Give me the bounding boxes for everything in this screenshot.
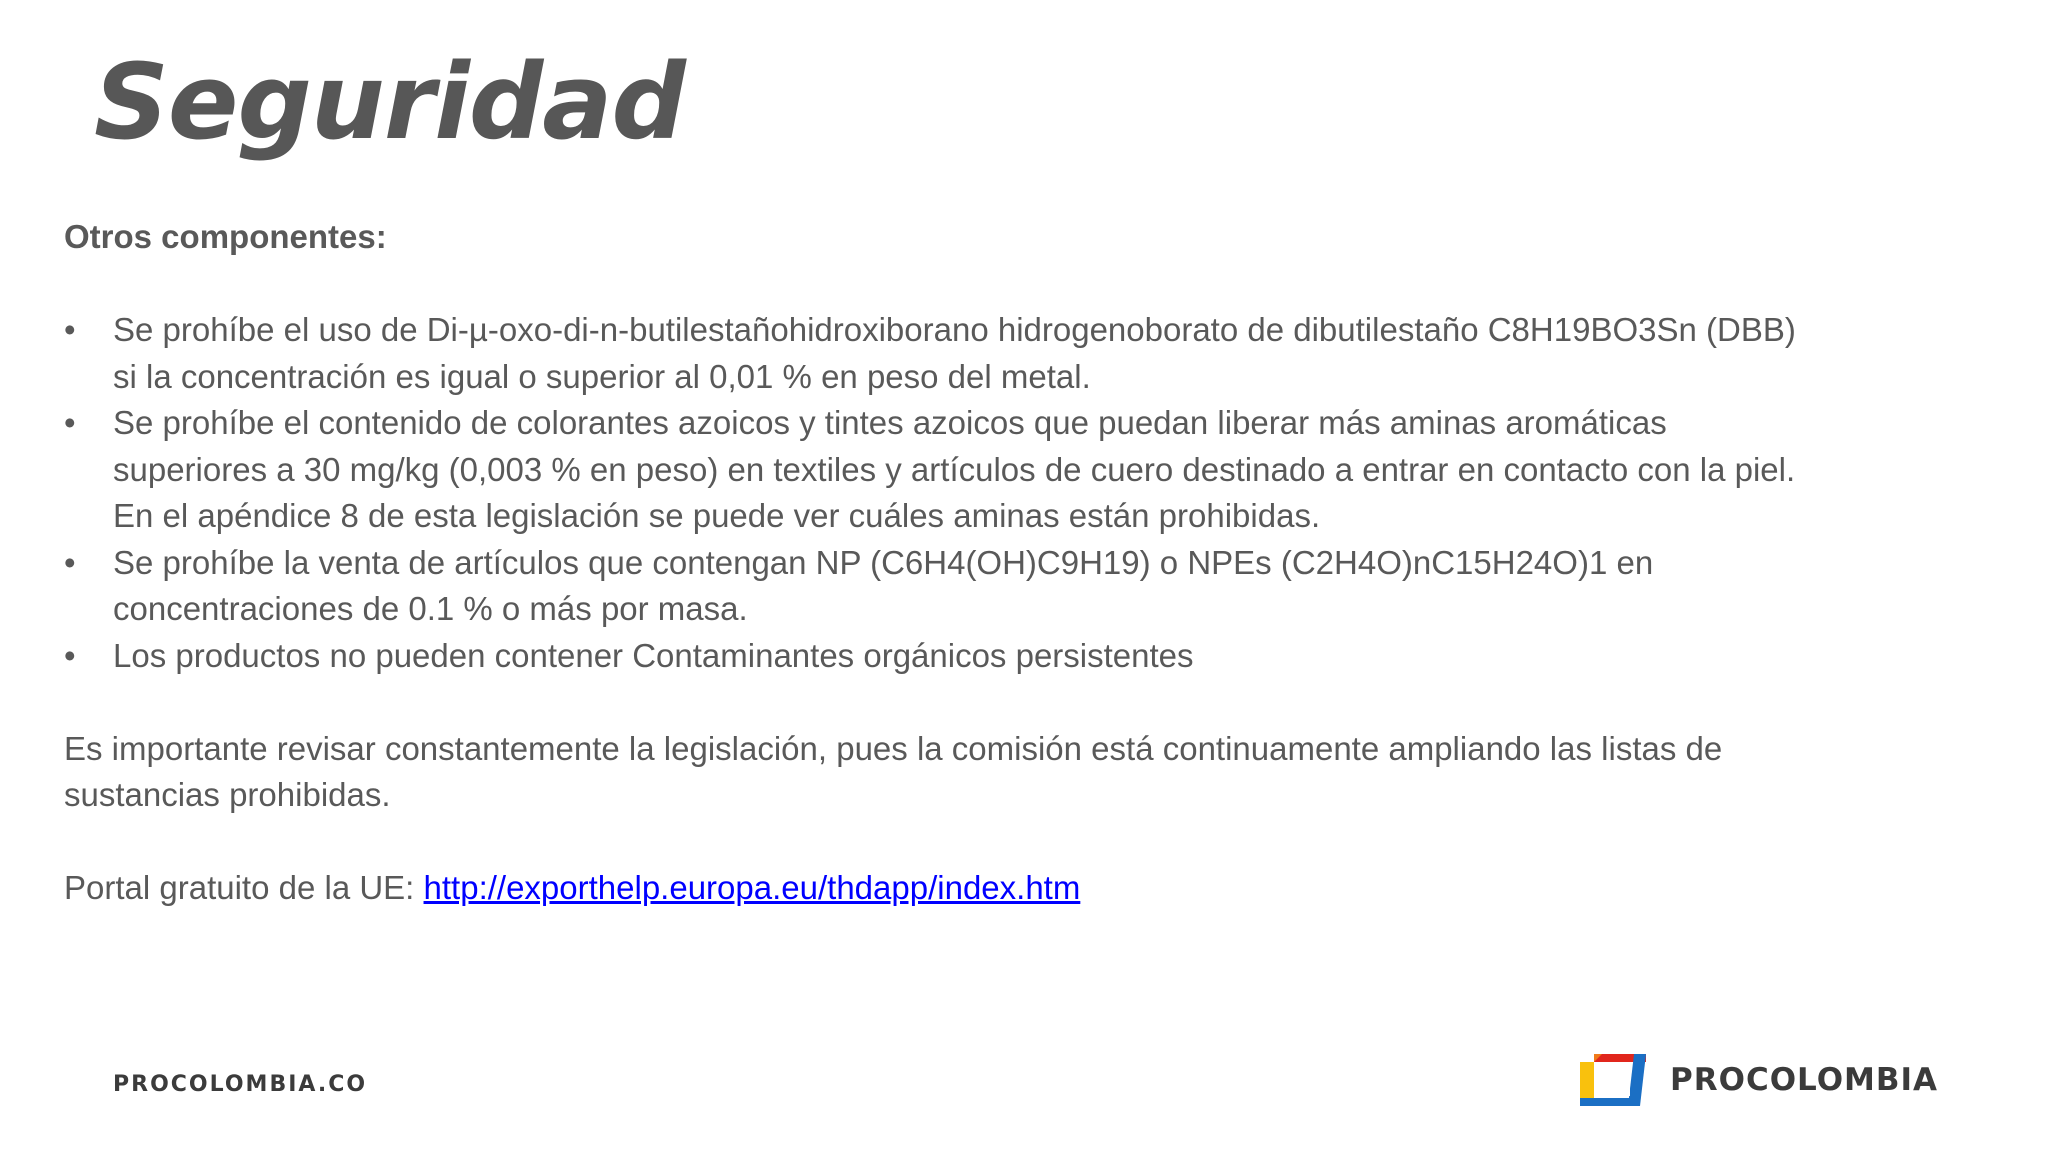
- bullet-line: Se prohíbe el contenido de colorantes azoicos y tintes azoicos que puedan liberar más aminas aromáticas: [113, 404, 1667, 441]
- note-line: Es importante revisar constantemente la legislación, pues la comisión está continuamente ampliando las listas de: [64, 729, 1723, 767]
- spacer: [64, 261, 1964, 308]
- slide-title: Seguridad: [94, 41, 685, 163]
- list-item: [64, 400, 1964, 540]
- bullet-line: si la concentración es igual o superior al 0,01 % en peso del metal.: [113, 357, 1091, 395]
- spacer: [64, 679, 1964, 726]
- note-paragraph: [64, 726, 1964, 819]
- bullet-line: concentraciones de 0.1 % o más por masa.: [113, 590, 748, 627]
- footer-website: PROCOLOMBIA.CO: [113, 1072, 368, 1097]
- portal-label: Portal gratuito de la UE:: [64, 869, 424, 906]
- bullet-icon: •: [64, 543, 76, 581]
- procolombia-logo-icon: [1580, 1054, 1646, 1106]
- bullet-line: superiores a 30 mg/kg (0,003 % en peso) en textiles y artículos de cuero destinado a entrar en contacto con la piel.: [113, 450, 1796, 488]
- list-item: [64, 633, 1964, 680]
- bullet-line: En el apéndice 8 de esta legislación se puede ver cuáles aminas están prohibidas.: [113, 497, 1321, 534]
- brand-name: PROCOLOMBIA: [1670, 1062, 1939, 1098]
- brand-logo: [1580, 1054, 1938, 1106]
- list-item: [64, 540, 1964, 633]
- slide-content: [64, 214, 1964, 912]
- portal-paragraph: [64, 865, 1964, 912]
- spacer: [64, 819, 1964, 866]
- bullet-line: Se prohíbe la venta de artículos que contengan NP (C6H4(OH)C9H19) o NPEs (C2H4O)nC15H24O)1 en: [113, 543, 1654, 581]
- list-item: [64, 307, 1964, 400]
- portal-link[interactable]: http://exporthelp.europa.eu/thdapp/index.htm: [423, 869, 1081, 906]
- bullet-icon: •: [64, 636, 76, 674]
- bullet-icon: •: [64, 311, 76, 348]
- subheading: Otros componentes:: [64, 218, 387, 255]
- bullet-line: Los productos no pueden contener Contaminantes orgánicos persistentes: [113, 636, 1194, 674]
- bullet-line: Se prohíbe el uso de Di-µ-oxo-di-n-butilestañohidroxiborano hidrogenoborato de dibutilestaño C8H19BO3Sn (DBB): [113, 311, 1796, 348]
- bullet-icon: •: [64, 404, 76, 441]
- note-line: sustancias prohibidas.: [64, 776, 391, 813]
- bullet-list: [64, 307, 1964, 679]
